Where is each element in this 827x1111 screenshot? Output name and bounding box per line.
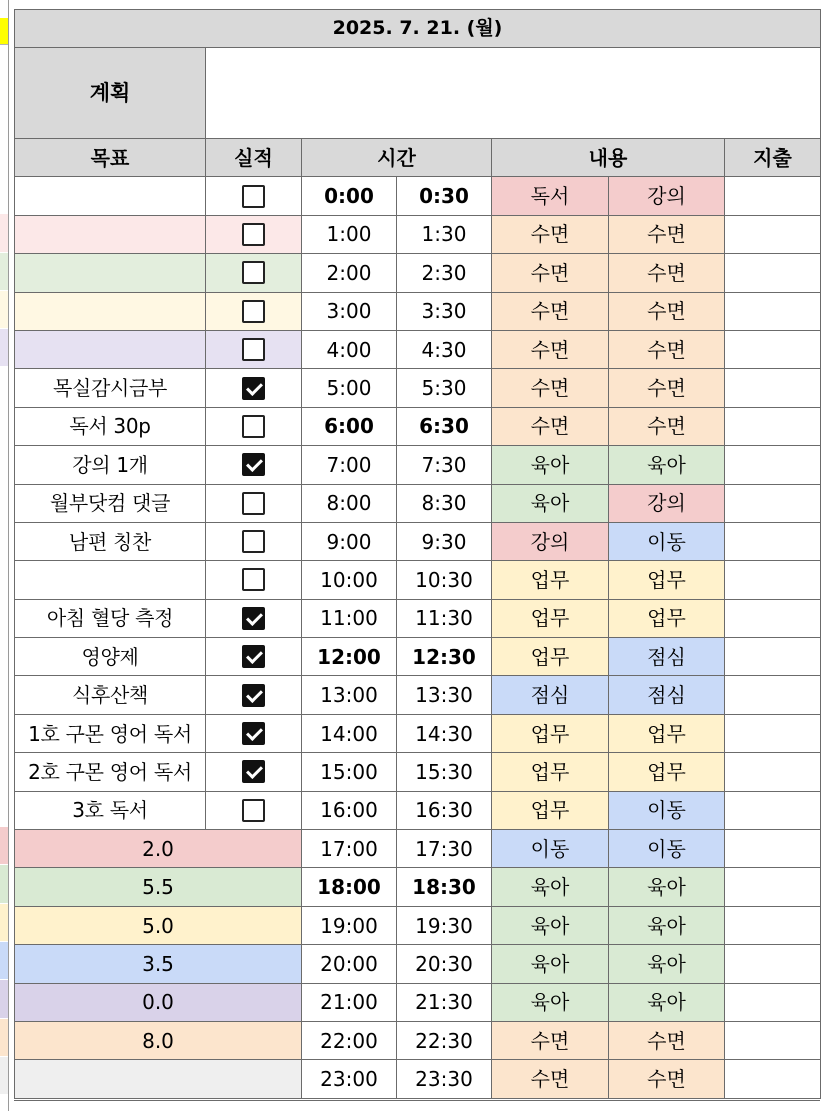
category-total-cell[interactable]: 5.5 bbox=[15, 868, 302, 906]
time-slot-row bbox=[15, 561, 821, 599]
left-strip-segment bbox=[0, 291, 8, 328]
end-time-cell: 9:30 bbox=[397, 522, 492, 560]
end-time-cell: 6:30 bbox=[397, 407, 492, 445]
expense-cell[interactable] bbox=[725, 522, 821, 560]
start-time-cell: 17:00 bbox=[302, 830, 397, 868]
result-cell bbox=[206, 254, 302, 292]
activity-first-half[interactable]: 업무 bbox=[492, 599, 609, 637]
left-strip-segment bbox=[0, 980, 8, 1017]
expense-cell[interactable] bbox=[725, 791, 821, 829]
start-time-cell: 9:00 bbox=[302, 522, 397, 560]
expense-cell[interactable] bbox=[725, 1060, 821, 1098]
end-time-cell: 3:30 bbox=[397, 292, 492, 330]
activity-second-half[interactable]: 이동 bbox=[609, 791, 725, 829]
activity-first-half[interactable]: 육아 bbox=[492, 868, 609, 906]
category-total-cell[interactable]: 2.0 bbox=[15, 830, 302, 868]
left-strip-segment bbox=[0, 214, 8, 251]
activity-second-half[interactable]: 점심 bbox=[609, 638, 725, 676]
expense-cell[interactable] bbox=[725, 446, 821, 484]
activity-first-half[interactable]: 수면 bbox=[492, 215, 609, 253]
empty-checkbox[interactable] bbox=[242, 223, 265, 246]
goal-cell[interactable]: 독서 30p bbox=[15, 407, 206, 445]
activity-first-half[interactable]: 업무 bbox=[492, 714, 609, 752]
activity-first-half[interactable]: 수면 bbox=[492, 1021, 609, 1059]
activity-first-half[interactable]: 점심 bbox=[492, 676, 609, 714]
empty-checkbox[interactable] bbox=[242, 568, 265, 591]
goal-cell[interactable] bbox=[15, 215, 206, 253]
activity-second-half[interactable]: 수면 bbox=[609, 215, 725, 253]
start-time-cell: 20:00 bbox=[302, 945, 397, 983]
expense-cell[interactable] bbox=[725, 254, 821, 292]
expense-cell[interactable] bbox=[725, 599, 821, 637]
result-cell bbox=[206, 753, 302, 791]
activity-first-half[interactable]: 수면 bbox=[492, 330, 609, 368]
end-time-cell: 5:30 bbox=[397, 369, 492, 407]
expense-cell[interactable] bbox=[725, 484, 821, 522]
left-strip-segment bbox=[0, 827, 8, 864]
end-time-cell: 15:30 bbox=[397, 753, 492, 791]
start-time-cell: 12:00 bbox=[302, 638, 397, 676]
empty-checkbox[interactable] bbox=[242, 492, 265, 515]
activity-second-half[interactable]: 수면 bbox=[609, 407, 725, 445]
result-cell bbox=[206, 676, 302, 714]
start-time-cell: 7:00 bbox=[302, 446, 397, 484]
end-time-cell: 8:30 bbox=[397, 484, 492, 522]
empty-checkbox[interactable] bbox=[242, 530, 265, 553]
result-cell bbox=[206, 599, 302, 637]
result-header: 실적 bbox=[206, 139, 302, 177]
end-time-cell: 11:30 bbox=[397, 599, 492, 637]
expense-cell[interactable] bbox=[725, 330, 821, 368]
category-total-cell[interactable] bbox=[15, 1060, 302, 1098]
goal-cell[interactable] bbox=[15, 254, 206, 292]
goal-cell[interactable]: 1호 구몬 영어 독서 bbox=[15, 714, 206, 752]
activity-first-half[interactable]: 업무 bbox=[492, 561, 609, 599]
goal-header: 목표 bbox=[15, 139, 206, 177]
end-time-cell: 13:30 bbox=[397, 676, 492, 714]
checked-checkbox[interactable] bbox=[242, 760, 265, 783]
expense-cell[interactable] bbox=[725, 714, 821, 752]
result-cell bbox=[206, 215, 302, 253]
activity-first-half[interactable]: 수면 bbox=[492, 407, 609, 445]
result-cell bbox=[206, 177, 302, 215]
grid-bottom-border bbox=[14, 1100, 820, 1101]
expense-cell[interactable] bbox=[725, 830, 821, 868]
result-cell bbox=[206, 330, 302, 368]
activity-second-half[interactable]: 육아 bbox=[609, 906, 725, 944]
end-time-cell: 12:30 bbox=[397, 638, 492, 676]
activity-second-half[interactable]: 업무 bbox=[609, 753, 725, 791]
time-header: 시간 bbox=[302, 139, 492, 177]
start-time-cell: 14:00 bbox=[302, 714, 397, 752]
start-time-cell: 16:00 bbox=[302, 791, 397, 829]
activity-first-half[interactable]: 수면 bbox=[492, 369, 609, 407]
time-slot-row bbox=[15, 369, 821, 407]
result-cell bbox=[206, 561, 302, 599]
left-strip-segment bbox=[0, 1057, 8, 1094]
category-total-cell[interactable]: 3.5 bbox=[15, 945, 302, 983]
result-cell bbox=[206, 292, 302, 330]
left-strip-segment bbox=[0, 942, 8, 979]
checked-checkbox[interactable] bbox=[242, 607, 265, 630]
plan-input-cell[interactable] bbox=[206, 48, 821, 139]
time-slot-row bbox=[15, 983, 821, 1021]
column-gridline bbox=[8, 0, 9, 1111]
activity-first-half[interactable]: 육아 bbox=[492, 945, 609, 983]
end-time-cell: 22:30 bbox=[397, 1021, 492, 1059]
content-header: 내용 bbox=[492, 139, 725, 177]
expense-header: 지출 bbox=[725, 139, 821, 177]
checked-checkbox[interactable] bbox=[242, 684, 265, 707]
activity-first-half[interactable]: 업무 bbox=[492, 638, 609, 676]
expense-cell[interactable] bbox=[725, 292, 821, 330]
result-cell bbox=[206, 446, 302, 484]
time-slot-row bbox=[15, 177, 821, 215]
goal-cell[interactable]: 아침 혈당 측정 bbox=[15, 599, 206, 637]
expense-cell[interactable] bbox=[725, 177, 821, 215]
time-slot-row bbox=[15, 292, 821, 330]
result-cell bbox=[206, 484, 302, 522]
time-slot-row bbox=[15, 945, 821, 983]
activity-second-half[interactable]: 업무 bbox=[609, 714, 725, 752]
activity-first-half[interactable]: 육아 bbox=[492, 446, 609, 484]
start-time-cell: 18:00 bbox=[302, 868, 397, 906]
date-cell[interactable]: 2025. 7. 21. (월) bbox=[15, 10, 821, 48]
time-slot-row bbox=[15, 753, 821, 791]
activity-first-half[interactable]: 수면 bbox=[492, 292, 609, 330]
result-cell bbox=[206, 407, 302, 445]
start-time-cell: 21:00 bbox=[302, 983, 397, 1021]
time-slot-row bbox=[15, 599, 821, 637]
activity-second-half[interactable]: 수면 bbox=[609, 1060, 725, 1098]
result-cell bbox=[206, 638, 302, 676]
expense-cell[interactable] bbox=[725, 868, 821, 906]
time-slot-row bbox=[15, 1060, 821, 1098]
expense-cell[interactable] bbox=[725, 561, 821, 599]
activity-second-half[interactable]: 육아 bbox=[609, 945, 725, 983]
start-time-cell: 1:00 bbox=[302, 215, 397, 253]
daily-planner-sheet bbox=[14, 9, 821, 1099]
empty-checkbox[interactable] bbox=[242, 300, 265, 323]
activity-second-half[interactable]: 수면 bbox=[609, 369, 725, 407]
start-time-cell: 0:00 bbox=[302, 177, 397, 215]
goal-cell[interactable] bbox=[15, 330, 206, 368]
start-time-cell: 5:00 bbox=[302, 369, 397, 407]
result-cell bbox=[206, 714, 302, 752]
start-time-cell: 3:00 bbox=[302, 292, 397, 330]
start-time-cell: 15:00 bbox=[302, 753, 397, 791]
goal-cell[interactable]: 남편 칭찬 bbox=[15, 522, 206, 560]
time-slot-row bbox=[15, 638, 821, 676]
row-marker-highlight bbox=[0, 18, 8, 45]
result-cell bbox=[206, 369, 302, 407]
activity-second-half[interactable]: 강의 bbox=[609, 177, 725, 215]
activity-second-half[interactable]: 이동 bbox=[609, 830, 725, 868]
activity-second-half[interactable]: 육아 bbox=[609, 868, 725, 906]
end-time-cell: 19:30 bbox=[397, 906, 492, 944]
goal-cell[interactable]: 목실감시금부 bbox=[15, 369, 206, 407]
result-cell bbox=[206, 522, 302, 560]
end-time-cell: 20:30 bbox=[397, 945, 492, 983]
left-strip-segment bbox=[0, 1019, 8, 1056]
checked-checkbox[interactable] bbox=[242, 453, 265, 476]
start-time-cell: 6:00 bbox=[302, 407, 397, 445]
time-slot-row bbox=[15, 254, 821, 292]
start-time-cell: 10:00 bbox=[302, 561, 397, 599]
activity-second-half[interactable]: 이동 bbox=[609, 522, 725, 560]
expense-cell[interactable] bbox=[725, 215, 821, 253]
checked-checkbox[interactable] bbox=[242, 377, 265, 400]
activity-second-half[interactable]: 육아 bbox=[609, 446, 725, 484]
activity-first-half[interactable]: 업무 bbox=[492, 791, 609, 829]
time-slot-row bbox=[15, 830, 821, 868]
end-time-cell: 0:30 bbox=[397, 177, 492, 215]
expense-cell[interactable] bbox=[725, 753, 821, 791]
expense-cell[interactable] bbox=[725, 1021, 821, 1059]
category-total-cell[interactable]: 8.0 bbox=[15, 1021, 302, 1059]
empty-checkbox[interactable] bbox=[242, 185, 265, 208]
end-time-cell: 17:30 bbox=[397, 830, 492, 868]
activity-second-half[interactable]: 수면 bbox=[609, 1021, 725, 1059]
expense-cell[interactable] bbox=[725, 407, 821, 445]
time-slot-row bbox=[15, 676, 821, 714]
date-row bbox=[15, 10, 821, 48]
expense-cell[interactable] bbox=[725, 945, 821, 983]
goal-cell[interactable]: 2호 구몬 영어 독서 bbox=[15, 753, 206, 791]
end-time-cell: 10:30 bbox=[397, 561, 492, 599]
checked-checkbox[interactable] bbox=[242, 722, 265, 745]
activity-second-half[interactable]: 점심 bbox=[609, 676, 725, 714]
activity-first-half[interactable]: 업무 bbox=[492, 753, 609, 791]
activity-first-half[interactable]: 수면 bbox=[492, 1060, 609, 1098]
goal-cell[interactable]: 3호 독서 bbox=[15, 791, 206, 829]
activity-second-half[interactable]: 수면 bbox=[609, 292, 725, 330]
expense-cell[interactable] bbox=[725, 906, 821, 944]
time-slot-row bbox=[15, 522, 821, 560]
expense-cell[interactable] bbox=[725, 369, 821, 407]
goal-cell[interactable]: 식후산책 bbox=[15, 676, 206, 714]
time-slot-row bbox=[15, 906, 821, 944]
goal-cell[interactable]: 월부닷컴 댓글 bbox=[15, 484, 206, 522]
start-time-cell: 4:00 bbox=[302, 330, 397, 368]
start-time-cell: 8:00 bbox=[302, 484, 397, 522]
goal-cell[interactable] bbox=[15, 292, 206, 330]
activity-second-half[interactable]: 강의 bbox=[609, 484, 725, 522]
end-time-cell: 1:30 bbox=[397, 215, 492, 253]
time-slot-row bbox=[15, 714, 821, 752]
category-total-cell[interactable]: 5.0 bbox=[15, 906, 302, 944]
empty-checkbox[interactable] bbox=[242, 261, 265, 284]
activity-second-half[interactable]: 업무 bbox=[609, 561, 725, 599]
activity-first-half[interactable]: 수면 bbox=[492, 254, 609, 292]
left-strip-segment bbox=[0, 904, 8, 941]
activity-second-half[interactable]: 수면 bbox=[609, 254, 725, 292]
end-time-cell: 16:30 bbox=[397, 791, 492, 829]
goal-cell[interactable] bbox=[15, 561, 206, 599]
activity-first-half[interactable]: 육아 bbox=[492, 484, 609, 522]
expense-cell[interactable] bbox=[725, 983, 821, 1021]
time-slot-row bbox=[15, 446, 821, 484]
empty-checkbox[interactable] bbox=[242, 415, 265, 438]
goal-cell[interactable] bbox=[15, 177, 206, 215]
activity-first-half[interactable]: 육아 bbox=[492, 906, 609, 944]
category-total-cell[interactable]: 0.0 bbox=[15, 983, 302, 1021]
expense-cell[interactable] bbox=[725, 638, 821, 676]
end-time-cell: 4:30 bbox=[397, 330, 492, 368]
empty-checkbox[interactable] bbox=[242, 338, 265, 361]
end-time-cell: 2:30 bbox=[397, 254, 492, 292]
time-slot-row bbox=[15, 215, 821, 253]
goal-cell[interactable]: 강의 1개 bbox=[15, 446, 206, 484]
activity-second-half[interactable]: 육아 bbox=[609, 983, 725, 1021]
time-slot-row bbox=[15, 868, 821, 906]
left-strip-segment bbox=[0, 329, 8, 366]
activity-first-half[interactable]: 육아 bbox=[492, 983, 609, 1021]
time-slot-row bbox=[15, 1021, 821, 1059]
activity-first-half[interactable]: 강의 bbox=[492, 522, 609, 560]
time-slot-row bbox=[15, 484, 821, 522]
activity-first-half[interactable]: 독서 bbox=[492, 177, 609, 215]
start-time-cell: 11:00 bbox=[302, 599, 397, 637]
end-time-cell: 7:30 bbox=[397, 446, 492, 484]
goal-cell[interactable]: 영양제 bbox=[15, 638, 206, 676]
start-time-cell: 2:00 bbox=[302, 254, 397, 292]
start-time-cell: 13:00 bbox=[302, 676, 397, 714]
start-time-cell: 19:00 bbox=[302, 906, 397, 944]
header-row bbox=[15, 139, 821, 177]
time-slot-row bbox=[15, 791, 821, 829]
empty-checkbox[interactable] bbox=[242, 799, 265, 822]
plan-row bbox=[15, 48, 821, 139]
end-time-cell: 18:30 bbox=[397, 868, 492, 906]
activity-first-half[interactable]: 이동 bbox=[492, 830, 609, 868]
left-strip-segment bbox=[0, 865, 8, 902]
time-slot-row bbox=[15, 407, 821, 445]
end-time-cell: 23:30 bbox=[397, 1060, 492, 1098]
left-strip-segment bbox=[0, 253, 8, 290]
result-cell bbox=[206, 791, 302, 829]
expense-cell[interactable] bbox=[725, 676, 821, 714]
plan-label: 계획 bbox=[15, 48, 206, 139]
start-time-cell: 23:00 bbox=[302, 1060, 397, 1098]
end-time-cell: 21:30 bbox=[397, 983, 492, 1021]
activity-second-half[interactable]: 수면 bbox=[609, 330, 725, 368]
checked-checkbox[interactable] bbox=[242, 645, 265, 668]
time-slot-row bbox=[15, 330, 821, 368]
activity-second-half[interactable]: 업무 bbox=[609, 599, 725, 637]
start-time-cell: 22:00 bbox=[302, 1021, 397, 1059]
end-time-cell: 14:30 bbox=[397, 714, 492, 752]
